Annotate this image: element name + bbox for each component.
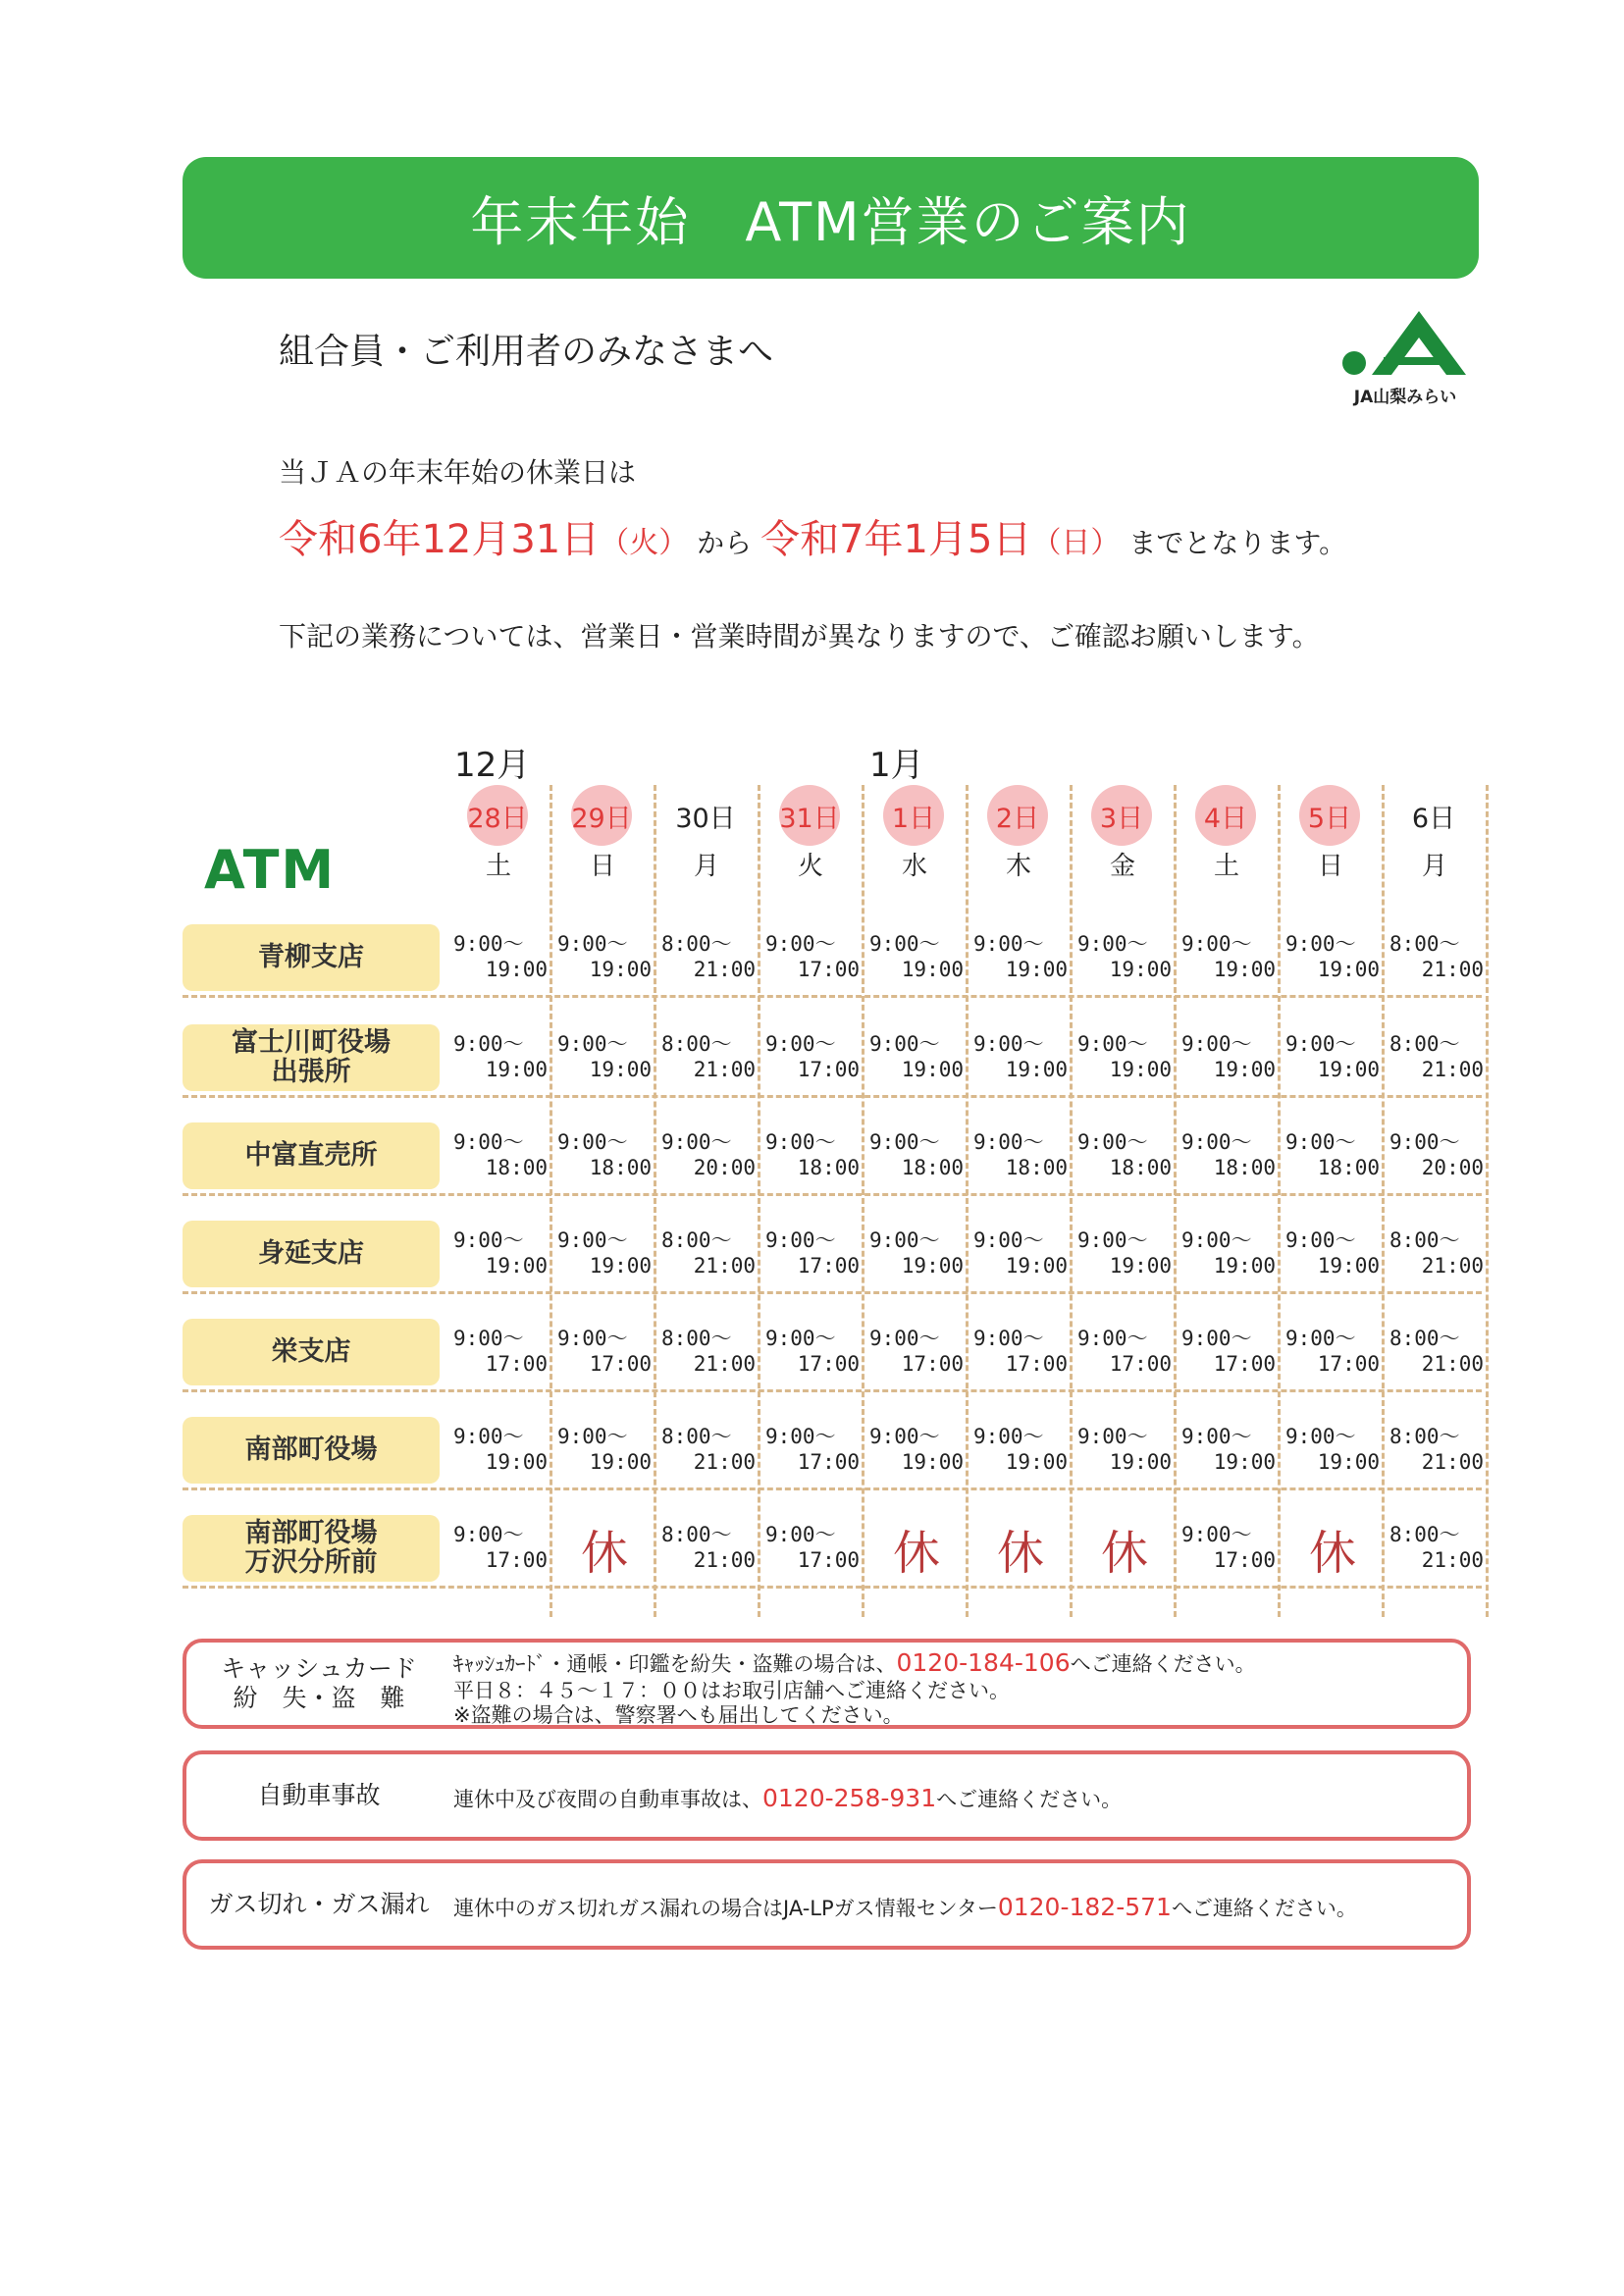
open-time: 9:00〜: [1077, 1032, 1148, 1056]
open-time: 9:00〜: [453, 1130, 524, 1154]
open-time: 9:00〜: [1077, 1130, 1148, 1154]
hours-cell: [553, 1515, 655, 1582]
close-time: 17:00: [1213, 1352, 1276, 1376]
column-divider: [1486, 785, 1489, 1617]
row-divider: [183, 1487, 1482, 1490]
open-time: 9:00〜: [869, 1425, 940, 1448]
close-time: 21:00: [1421, 1352, 1484, 1376]
open-time: 9:00〜: [1181, 1032, 1252, 1056]
day-header: [657, 785, 756, 883]
close-time: 17:00: [797, 1352, 860, 1376]
hours-cell: [969, 924, 1072, 991]
hours-cell: [969, 1221, 1072, 1287]
hours-cell: [761, 1417, 864, 1484]
greeting: 組合員・ご利用者のみなさまへ: [279, 332, 774, 372]
hours-cell: [1282, 924, 1384, 991]
hours-cell: [1282, 1319, 1384, 1385]
holiday-from: から: [697, 527, 753, 559]
hours-cell: [969, 1417, 1072, 1484]
close-time: 19:00: [1317, 1450, 1380, 1474]
phone-number[interactable]: 0120-258-931: [762, 1784, 937, 1812]
hours-cell: [1074, 1515, 1176, 1582]
open-time: 9:00〜: [765, 1425, 836, 1448]
open-time: 9:00〜: [765, 1523, 836, 1546]
open-time: 9:00〜: [1181, 1130, 1252, 1154]
holiday-start: 令和6年12月31日: [279, 517, 601, 562]
month-label-jan: 1月: [869, 746, 924, 785]
notice-label: 自動車事故: [257, 1781, 381, 1809]
branch-label: 身延支店: [183, 1221, 440, 1287]
close-time: 18:00: [1005, 1156, 1068, 1179]
phone-number[interactable]: 0120-182-571: [997, 1893, 1172, 1921]
day-header: [1178, 785, 1276, 883]
close-time: 21:00: [693, 1352, 756, 1376]
intro-line-1: 当ＪＡの年末年始の休業日は: [279, 456, 637, 489]
close-time: 17:00: [797, 1548, 860, 1572]
closed-mark: 休: [1308, 1525, 1356, 1581]
column-divider: [862, 785, 864, 1617]
open-time: 9:00〜: [1285, 1228, 1356, 1252]
open-time: 9:00〜: [453, 1327, 524, 1350]
hours-cell: [449, 1417, 551, 1484]
column-divider: [966, 785, 969, 1617]
open-time: 9:00〜: [453, 1523, 524, 1546]
open-time: 8:00〜: [661, 1228, 732, 1252]
hours-cell: [1386, 1319, 1488, 1385]
open-time: 8:00〜: [1389, 1523, 1460, 1546]
open-time: 8:00〜: [1389, 1032, 1460, 1056]
hours-cell: [1386, 1024, 1488, 1091]
close-time: 19:00: [1317, 958, 1380, 981]
hours-cell: [553, 1417, 655, 1484]
hours-cell: [1178, 1515, 1280, 1582]
holiday-period: [279, 508, 1346, 564]
hours-cell: [969, 1024, 1072, 1091]
hours-cell: [1074, 1024, 1176, 1091]
month-label-dec: 12月: [454, 746, 531, 785]
hours-cell: [761, 1221, 864, 1287]
day-number: 31日: [779, 785, 840, 846]
open-time: 8:00〜: [661, 1425, 732, 1448]
intro-line-3: 下記の業務については、営業日・営業時間が異なりますので、ご確認お願いします。: [279, 620, 1320, 652]
day-number: 1日: [883, 785, 944, 846]
close-time: 21:00: [1421, 1058, 1484, 1081]
close-time: 19:00: [1317, 1058, 1380, 1081]
open-time: 9:00〜: [1077, 1228, 1148, 1252]
hours-cell: [449, 1024, 551, 1091]
open-time: 9:00〜: [1389, 1130, 1460, 1154]
hours-cell: [865, 1319, 968, 1385]
hours-cell: [1386, 924, 1488, 991]
close-time: 17:00: [589, 1352, 652, 1376]
close-time: 20:00: [693, 1156, 756, 1179]
day-header: [1074, 785, 1172, 883]
day-number: 3日: [1091, 785, 1152, 846]
holiday-start-dow: （火）: [600, 526, 689, 560]
close-time: 19:00: [1109, 1254, 1172, 1278]
open-time: 9:00〜: [869, 1032, 940, 1056]
open-time: 9:00〜: [1285, 1425, 1356, 1448]
close-time: 19:00: [1317, 1254, 1380, 1278]
hours-cell: [1386, 1221, 1488, 1287]
open-time: 9:00〜: [557, 1228, 628, 1252]
close-time: 19:00: [589, 1058, 652, 1081]
close-time: 17:00: [797, 1254, 860, 1278]
close-time: 19:00: [1213, 1450, 1276, 1474]
hours-cell: [969, 1319, 1072, 1385]
close-time: 17:00: [485, 1352, 548, 1376]
close-time: 21:00: [693, 1254, 756, 1278]
open-time: 9:00〜: [869, 1130, 940, 1154]
close-time: 18:00: [1213, 1156, 1276, 1179]
open-time: 9:00〜: [557, 1130, 628, 1154]
notice-card-lost: [183, 1639, 1471, 1729]
row-divider: [183, 1389, 1482, 1392]
open-time: 9:00〜: [1285, 1327, 1356, 1350]
day-of-week: 日: [589, 852, 615, 881]
hours-cell: [657, 1417, 760, 1484]
close-time: 19:00: [1213, 958, 1276, 981]
branch-label: 栄支店: [183, 1319, 440, 1385]
open-time: 9:00〜: [1181, 1327, 1252, 1350]
page-title: 年末年始 ATM営業のご案内: [470, 190, 1191, 253]
notice-text: ｷｬｯｼｭｶｰﾄﾞ・通帳・印鑑を紛失・盗難の場合は、0120-184-106へご連絡ください。 平日８：４５〜１７：００はお取引店舗へご連絡ください。 ※盗難の場合は、警察署へも届出してください。: [453, 1648, 1256, 1728]
branch-label: 青柳支店: [183, 924, 440, 991]
close-time: 21:00: [1421, 1548, 1484, 1572]
hours-cell: [553, 1024, 655, 1091]
close-time: 19:00: [1213, 1058, 1276, 1081]
hours-cell: [1282, 1024, 1384, 1091]
hours-cell: [449, 1515, 551, 1582]
close-time: 17:00: [485, 1548, 548, 1572]
notice-label: ガス切れ・ガス漏れ: [208, 1890, 430, 1918]
column-divider: [1278, 785, 1281, 1617]
close-time: 19:00: [1109, 1058, 1172, 1081]
close-time: 19:00: [1109, 958, 1172, 981]
row-divider: [183, 995, 1482, 998]
open-time: 8:00〜: [661, 1523, 732, 1546]
notice-gas: [183, 1859, 1471, 1950]
hours-cell: [761, 1515, 864, 1582]
open-time: 9:00〜: [765, 1130, 836, 1154]
hours-cell: [449, 1221, 551, 1287]
closed-mark: 休: [892, 1525, 940, 1581]
close-time: 17:00: [901, 1352, 964, 1376]
hours-cell: [761, 1122, 864, 1189]
close-time: 21:00: [1421, 958, 1484, 981]
hours-cell: [865, 1122, 968, 1189]
hours-cell: [1386, 1515, 1488, 1582]
title-banner: [183, 157, 1479, 279]
column-divider: [550, 785, 552, 1617]
column-divider: [1070, 785, 1073, 1617]
close-time: 21:00: [693, 1058, 756, 1081]
day-header: [1386, 785, 1484, 883]
day-number: 28日: [467, 785, 528, 846]
branch-label: 中富直売所: [183, 1122, 440, 1189]
notice-text: 連休中のガス切れガス漏れの場合はJA-LPガス情報センター0120-182-571へご連絡ください。: [453, 1893, 1357, 1921]
holiday-end: 令和7年1月5日: [760, 517, 1032, 562]
day-of-week: 土: [485, 852, 511, 881]
open-time: 8:00〜: [1389, 1425, 1460, 1448]
close-time: 19:00: [1005, 1058, 1068, 1081]
hours-cell: [553, 924, 655, 991]
open-time: 9:00〜: [765, 932, 836, 956]
close-time: 19:00: [901, 958, 964, 981]
day-of-week: 金: [1109, 852, 1135, 881]
open-time: 9:00〜: [1285, 932, 1356, 956]
open-time: 9:00〜: [973, 1327, 1044, 1350]
day-header: [449, 785, 548, 883]
hours-cell: [1178, 1417, 1280, 1484]
open-time: 9:00〜: [869, 1228, 940, 1252]
close-time: 18:00: [485, 1156, 548, 1179]
close-time: 17:00: [797, 958, 860, 981]
hours-cell: [761, 924, 864, 991]
open-time: 9:00〜: [869, 1327, 940, 1350]
close-time: 19:00: [1109, 1450, 1172, 1474]
open-time: 8:00〜: [1389, 1228, 1460, 1252]
day-number: 5日: [1299, 785, 1360, 846]
hours-cell: [865, 1024, 968, 1091]
hours-cell: [1282, 1417, 1384, 1484]
open-time: 9:00〜: [557, 1032, 628, 1056]
close-time: 19:00: [485, 1450, 548, 1474]
close-time: 21:00: [693, 958, 756, 981]
branch-label: 南部町役場 万沢分所前: [183, 1515, 440, 1582]
close-time: 21:00: [693, 1548, 756, 1572]
hours-cell: [1386, 1417, 1488, 1484]
hours-cell: [553, 1319, 655, 1385]
close-time: 19:00: [1213, 1254, 1276, 1278]
close-time: 17:00: [1317, 1352, 1380, 1376]
closed-mark: 休: [1100, 1525, 1148, 1581]
open-time: 8:00〜: [661, 1327, 732, 1350]
day-header: [1282, 785, 1380, 883]
notice-label: キャッシュカード 紛 失・盗 難: [221, 1654, 417, 1712]
hours-cell: [657, 1515, 760, 1582]
open-time: 9:00〜: [973, 1032, 1044, 1056]
open-time: 9:00〜: [661, 1130, 732, 1154]
close-time: 17:00: [1109, 1352, 1172, 1376]
logo-caption: JA山梨みらい: [1353, 388, 1457, 407]
open-time: 9:00〜: [973, 1130, 1044, 1154]
row-divider: [183, 1586, 1482, 1589]
hours-cell: [1074, 1221, 1176, 1287]
holiday-end-dow: （日）: [1031, 526, 1121, 560]
close-time: 21:00: [1421, 1254, 1484, 1278]
close-time: 21:00: [693, 1450, 756, 1474]
open-time: 8:00〜: [661, 1032, 732, 1056]
open-time: 9:00〜: [1077, 932, 1148, 956]
close-time: 19:00: [1005, 958, 1068, 981]
close-time: 19:00: [485, 1058, 548, 1081]
hours-cell: [1074, 1319, 1176, 1385]
open-time: 8:00〜: [1389, 932, 1460, 956]
hours-cell: [1178, 1024, 1280, 1091]
close-time: 19:00: [485, 958, 548, 981]
close-time: 17:00: [797, 1058, 860, 1081]
day-of-week: 木: [1005, 852, 1031, 881]
close-time: 19:00: [589, 958, 652, 981]
hours-cell: [865, 1221, 968, 1287]
column-divider: [654, 785, 656, 1617]
closed-mark: 休: [996, 1525, 1044, 1581]
day-number: 2日: [987, 785, 1048, 846]
day-number: 4日: [1195, 785, 1256, 846]
holiday-until: までとなります。: [1128, 527, 1347, 559]
close-time: 19:00: [485, 1254, 548, 1278]
hours-cell: [449, 924, 551, 991]
close-time: 17:00: [1005, 1352, 1068, 1376]
open-time: 9:00〜: [973, 932, 1044, 956]
close-time: 19:00: [901, 1254, 964, 1278]
hours-cell: [1074, 924, 1176, 991]
day-of-week: 水: [901, 852, 927, 881]
day-number: 6日: [1411, 803, 1456, 834]
day-of-week: 月: [693, 852, 719, 881]
open-time: 9:00〜: [453, 1032, 524, 1056]
close-time: 19:00: [901, 1450, 964, 1474]
notice-text: 連休中及び夜間の自動車事故は、0120-258-931へご連絡ください。: [453, 1784, 1123, 1812]
open-time: 8:00〜: [1389, 1327, 1460, 1350]
day-of-week: 火: [797, 852, 823, 881]
close-time: 18:00: [589, 1156, 652, 1179]
hours-cell: [1178, 1221, 1280, 1287]
day-header: [969, 785, 1068, 883]
day-number: 29日: [571, 785, 632, 846]
hours-cell: [657, 1024, 760, 1091]
open-time: 9:00〜: [973, 1425, 1044, 1448]
column-divider: [1174, 785, 1177, 1617]
column-divider: [758, 785, 760, 1617]
row-divider: [183, 1291, 1482, 1294]
hours-cell: [969, 1122, 1072, 1189]
hours-cell: [1282, 1221, 1384, 1287]
hours-cell: [1282, 1122, 1384, 1189]
close-time: 19:00: [901, 1058, 964, 1081]
hours-cell: [1178, 924, 1280, 991]
close-time: 18:00: [901, 1156, 964, 1179]
hours-cell: [449, 1319, 551, 1385]
day-header: [761, 785, 860, 883]
hours-cell: [1074, 1417, 1176, 1484]
open-time: 9:00〜: [765, 1228, 836, 1252]
open-time: 9:00〜: [765, 1032, 836, 1056]
hours-cell: [1282, 1515, 1384, 1582]
open-time: 9:00〜: [1181, 1425, 1252, 1448]
day-number: 30日: [675, 803, 736, 834]
row-divider: [183, 1193, 1482, 1196]
open-time: 9:00〜: [1077, 1327, 1148, 1350]
open-time: 9:00〜: [973, 1228, 1044, 1252]
hours-cell: [449, 1122, 551, 1189]
hours-cell: [1178, 1319, 1280, 1385]
day-of-week: 日: [1317, 852, 1343, 881]
open-time: 9:00〜: [869, 932, 940, 956]
open-time: 9:00〜: [557, 932, 628, 956]
closed-mark: 休: [580, 1525, 628, 1581]
column-divider: [1382, 785, 1385, 1617]
close-time: 17:00: [797, 1450, 860, 1474]
day-of-week: 土: [1213, 852, 1239, 881]
hours-cell: [865, 924, 968, 991]
branch-label: 南部町役場: [183, 1417, 440, 1484]
notice-car-accident: [183, 1750, 1471, 1841]
close-time: 19:00: [1005, 1450, 1068, 1474]
open-time: 9:00〜: [453, 1228, 524, 1252]
hours-cell: [1178, 1122, 1280, 1189]
hours-cell: [1074, 1122, 1176, 1189]
open-time: 9:00〜: [453, 932, 524, 956]
atm-label: ATM: [204, 839, 337, 901]
open-time: 9:00〜: [557, 1425, 628, 1448]
close-time: 17:00: [1213, 1548, 1276, 1572]
close-time: 20:00: [1421, 1156, 1484, 1179]
hours-cell: [1386, 1122, 1488, 1189]
close-time: 19:00: [589, 1254, 652, 1278]
hours-cell: [657, 1221, 760, 1287]
hours-cell: [657, 924, 760, 991]
phone-number[interactable]: 0120-184-106: [896, 1648, 1071, 1677]
hours-cell: [865, 1515, 968, 1582]
open-time: 9:00〜: [1285, 1032, 1356, 1056]
hours-cell: [969, 1515, 1072, 1582]
open-time: 9:00〜: [453, 1425, 524, 1448]
open-time: 8:00〜: [661, 932, 732, 956]
day-header: [553, 785, 652, 883]
hours-cell: [761, 1319, 864, 1385]
open-time: 9:00〜: [1181, 932, 1252, 956]
close-time: 18:00: [1109, 1156, 1172, 1179]
open-time: 9:00〜: [557, 1327, 628, 1350]
hours-cell: [657, 1122, 760, 1189]
row-divider: [183, 1095, 1482, 1098]
close-time: 18:00: [1317, 1156, 1380, 1179]
close-time: 19:00: [589, 1450, 652, 1474]
open-time: 9:00〜: [765, 1327, 836, 1350]
branch-label: 富士川町役場 出張所: [183, 1024, 440, 1091]
day-of-week: 月: [1421, 852, 1447, 881]
hours-cell: [553, 1221, 655, 1287]
close-time: 19:00: [1005, 1254, 1068, 1278]
close-time: 21:00: [1421, 1450, 1484, 1474]
close-time: 18:00: [797, 1156, 860, 1179]
hours-cell: [657, 1319, 760, 1385]
open-time: 9:00〜: [1285, 1130, 1356, 1154]
hours-cell: [865, 1417, 968, 1484]
hours-cell: [553, 1122, 655, 1189]
open-time: 9:00〜: [1181, 1228, 1252, 1252]
hours-cell: [761, 1024, 864, 1091]
open-time: 9:00〜: [1077, 1425, 1148, 1448]
open-time: 9:00〜: [1181, 1523, 1252, 1546]
day-header: [865, 785, 964, 883]
